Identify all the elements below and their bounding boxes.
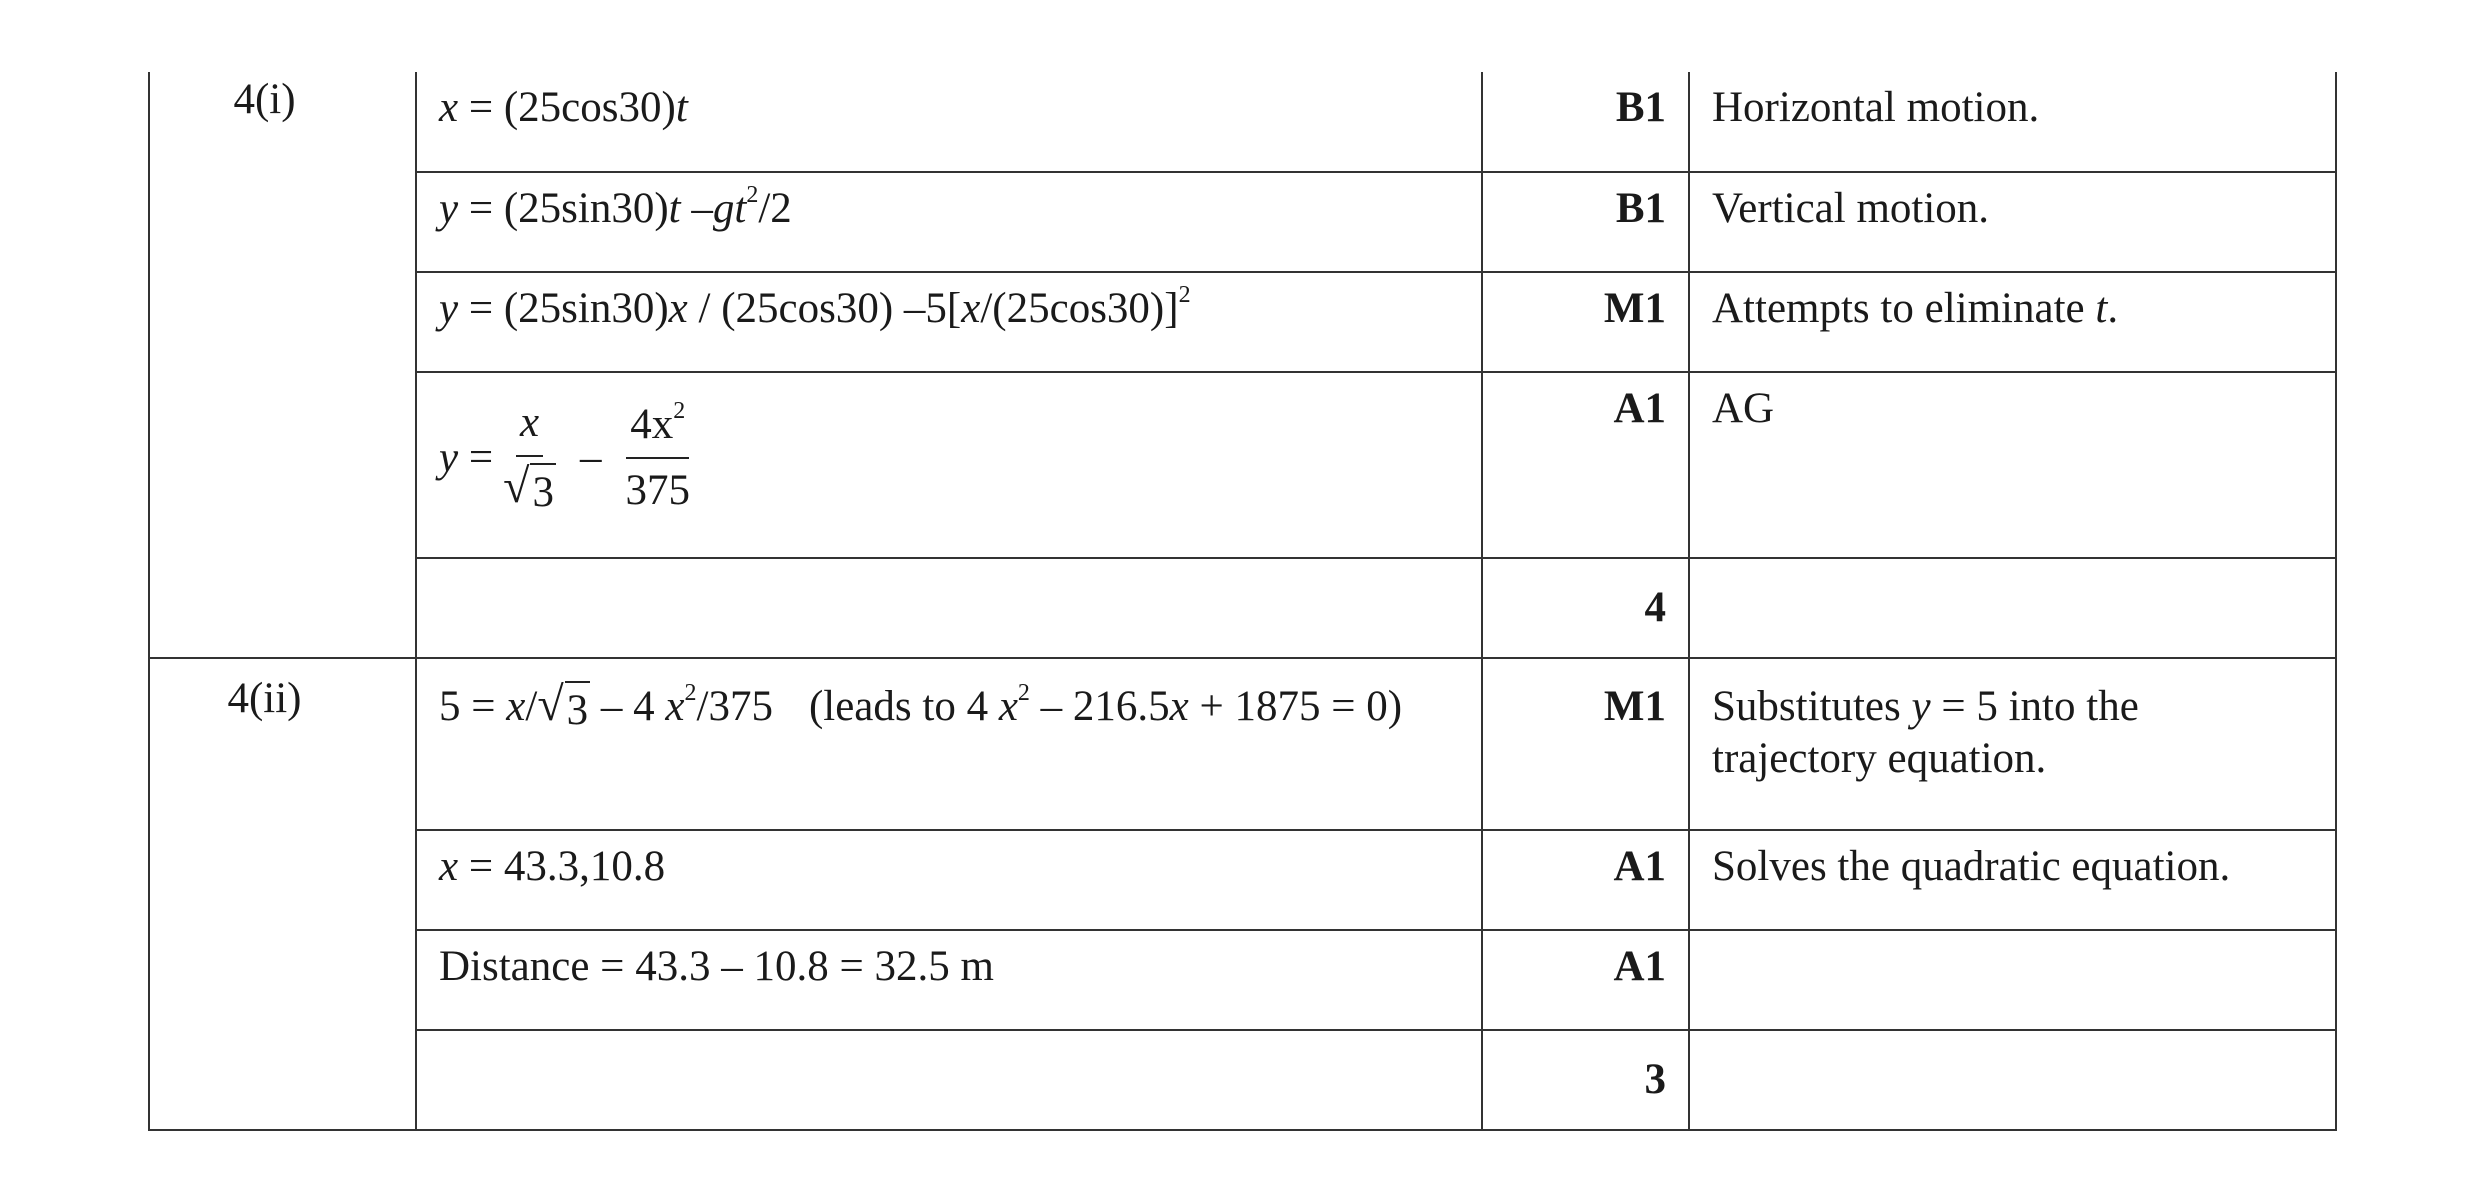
fraction: $\frac{4x^2}{375}$ bbox=[625, 398, 690, 514]
mark-cell: B1 bbox=[1482, 72, 1689, 172]
table-row bbox=[149, 558, 2336, 658]
guidance-cell bbox=[1689, 558, 2336, 658]
table-row bbox=[149, 658, 2336, 830]
square-root-icon: √ 3 bbox=[537, 681, 590, 737]
mark-cell: A1 bbox=[1482, 372, 1689, 558]
answer-cell bbox=[416, 1030, 1482, 1130]
answer-cell: 5 = x/ √ 3 – 4 $x^2/375$ (leads to 4 $x^2 - 216.5x + 1875 = 0$) bbox=[416, 658, 1482, 830]
question-number: 4(i) bbox=[233, 76, 296, 123]
answer-cell bbox=[416, 558, 1482, 658]
mark-scheme-table bbox=[148, 72, 2337, 1131]
answer-cell: Distance = 43.3 – 10.8 = 32.5 m bbox=[416, 930, 1482, 1030]
guidance-cell bbox=[1689, 1030, 2336, 1130]
question-number-cell bbox=[149, 658, 416, 1130]
answer-cell: y = (25sin30)x / (25cos30) $-5[x/(25\cos 30)]^2$ bbox=[416, 272, 1482, 372]
mark-cell: A1 bbox=[1482, 930, 1689, 1030]
table-row bbox=[149, 830, 2336, 930]
guidance-cell: Attempts to eliminate t. bbox=[1689, 272, 2336, 372]
guidance-cell: Solves the quadratic equation. bbox=[1689, 830, 2336, 930]
guidance-cell bbox=[1689, 930, 2336, 1030]
question-number-cell bbox=[149, 72, 416, 658]
guidance-cell: Substitutes y = 5 into the trajectory equation. bbox=[1689, 658, 2336, 830]
guidance-cell: Horizontal motion. bbox=[1689, 72, 2336, 172]
total-mark-cell: 4 bbox=[1482, 558, 1689, 658]
table-row bbox=[149, 930, 2336, 1030]
total-mark-cell: 3 bbox=[1482, 1030, 1689, 1130]
table-row bbox=[149, 372, 2336, 558]
table-row bbox=[149, 172, 2336, 272]
square-root-icon: √ 3 bbox=[503, 463, 556, 519]
mark-cell: M1 bbox=[1482, 272, 1689, 372]
guidance-cell: Vertical motion. bbox=[1689, 172, 2336, 272]
answer-cell: x = (25cos30)t bbox=[416, 72, 1482, 172]
fraction: x √ 3 bbox=[503, 397, 556, 518]
mark-cell: B1 bbox=[1482, 172, 1689, 272]
answer-cell: x = 43.3,10.8 bbox=[416, 830, 1482, 930]
mark-cell: M1 bbox=[1482, 658, 1689, 830]
table-row bbox=[149, 1030, 2336, 1130]
answer-cell bbox=[416, 372, 1482, 558]
guidance-cell: AG bbox=[1689, 372, 2336, 558]
trajectory-formula: y = x √ 3 – $\frac{4x^2}{375}$ bbox=[439, 373, 1459, 543]
answer-cell: y = (25sin30)t $-gt^2/2$ bbox=[416, 172, 1482, 272]
table-row bbox=[149, 72, 2336, 172]
table-row bbox=[149, 272, 2336, 372]
mark-cell: A1 bbox=[1482, 830, 1689, 930]
question-number: 4(ii) bbox=[227, 675, 302, 722]
